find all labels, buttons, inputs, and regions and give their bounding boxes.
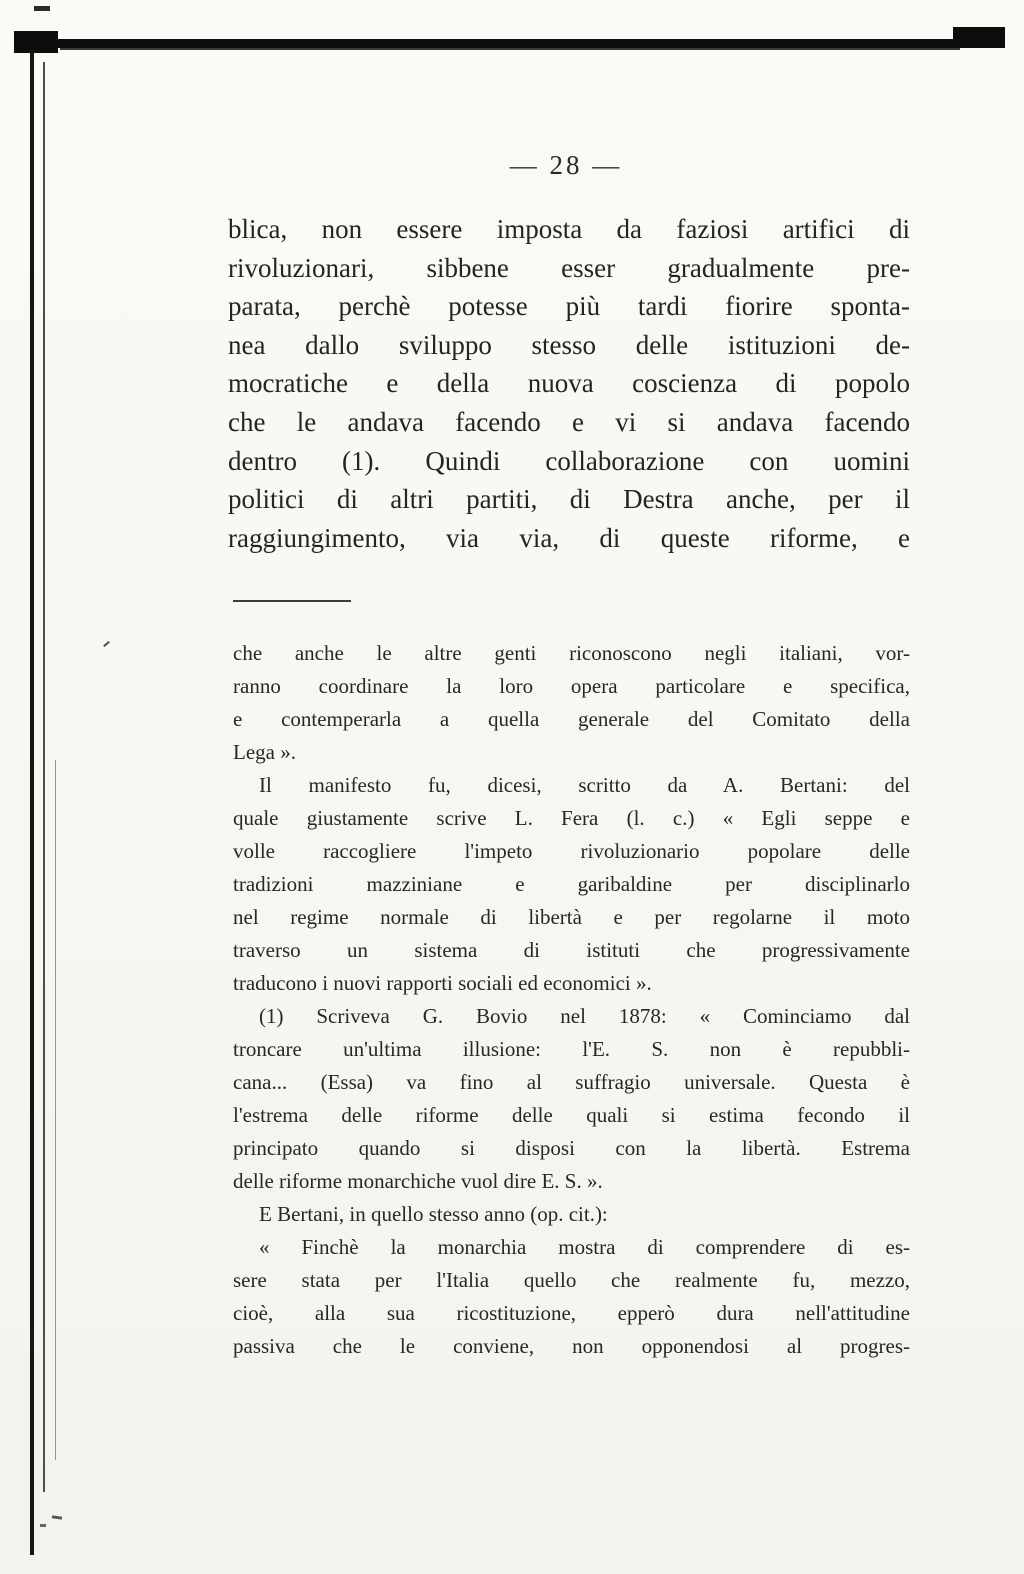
footnote-line: Il manifesto fu, dicesi, scritto da A. Bertani: del: [259, 773, 910, 797]
footnote-line: volle raccogliere l'impeto rivoluzionario popolare delle: [233, 839, 910, 863]
footnote-line: sere stata per l'Italia quello che realmente fu, mezzo,: [233, 1268, 910, 1292]
scan-artifact-bottom-mark: [40, 1524, 46, 1527]
footnote-line: e contemperarla a quella generale del Comitato della: [233, 707, 910, 731]
text-line: rivoluzionari, sibbene esser gradualmente pre-: [228, 252, 910, 283]
footnote-line: « Finchè la monarchia mostra di comprendere di es-: [259, 1235, 910, 1259]
text-line: dentro (1). Quindi collaborazione con uomini: [228, 445, 910, 476]
text-line: raggiungimento, via via, di queste riforme, e: [228, 522, 910, 553]
footnote-line: traducono i nuovi rapporti sociali ed economici ».: [233, 971, 652, 995]
footnote-line: ranno coordinare la loro opera particolare e specifica,: [233, 674, 910, 698]
footnote-line: nel regime normale di libertà e per regolarne il moto: [233, 905, 910, 929]
scan-artifact-top-rule: [28, 39, 996, 48]
footnote-separator: [233, 600, 351, 602]
footnote-line: cioè, alla sua ricostituzione, epperò dura nell'attitudine: [233, 1301, 910, 1325]
text-line: politici di altri partiti, di Destra anche, per il: [228, 484, 910, 515]
footnote-line: l'estrema delle riforme delle quali si estima fecondo il: [233, 1103, 910, 1127]
page-number: — 28 —: [509, 150, 623, 180]
text-line: nea dallo sviluppo stesso delle istituzioni de-: [228, 329, 910, 360]
footnote-line: troncare un'ultima illusione: l'E. S. non è repubbli-: [233, 1037, 910, 1061]
footnote-line: E Bertani, in quello stesso anno (op. cit.):: [259, 1202, 608, 1226]
scan-artifact-binding-line: [55, 760, 56, 1460]
scan-artifact-top-rule-thin: [60, 48, 960, 50]
footnote-line: principato quando si disposi con la libertà. Estrema: [233, 1136, 910, 1160]
footnote-line: traverso un sistema di istituti che progressivamente: [233, 938, 910, 962]
text-line: mocratiche e della nuova coscienza di popolo: [228, 368, 910, 399]
footnote-line: quale giustamente scrive L. Fera (l. c.) « Egli seppe e: [233, 806, 910, 830]
body-text: [228, 210, 910, 557]
footnote-line: delle riforme monarchiche vuol dire E. S. ».: [233, 1169, 603, 1193]
scan-artifact-binding-line: [30, 50, 34, 1555]
scan-artifact-corner-mark: [34, 6, 50, 11]
footnote-line: passiva che le conviene, non opponendosi al progres-: [233, 1334, 910, 1358]
footnote-line: tradizioni mazziniane e garibaldine per disciplinarlo: [233, 872, 910, 896]
text-line: parata, perchè potesse più tardi fiorire sponta-: [228, 291, 910, 322]
footnote-line: cana... (Essa) va fino al suffragio universale. Questa è: [233, 1070, 910, 1094]
footnote-line: che anche le altre genti riconoscono negli italiani, vor-: [233, 641, 910, 665]
scan-artifact-top-right-block: [953, 27, 1005, 48]
footnote-line: (1) Scriveva G. Bovio nel 1878: « Cominciamo dal: [259, 1004, 910, 1028]
scan-artifact-binding-line: [43, 62, 45, 1492]
text-line: blica, non essere imposta da faziosi artifici di: [228, 214, 910, 244]
footnote-line: Lega ».: [233, 740, 296, 764]
footnote-text: [233, 637, 910, 1363]
text-line: che le andava facendo e vi si andava facendo: [228, 406, 910, 437]
